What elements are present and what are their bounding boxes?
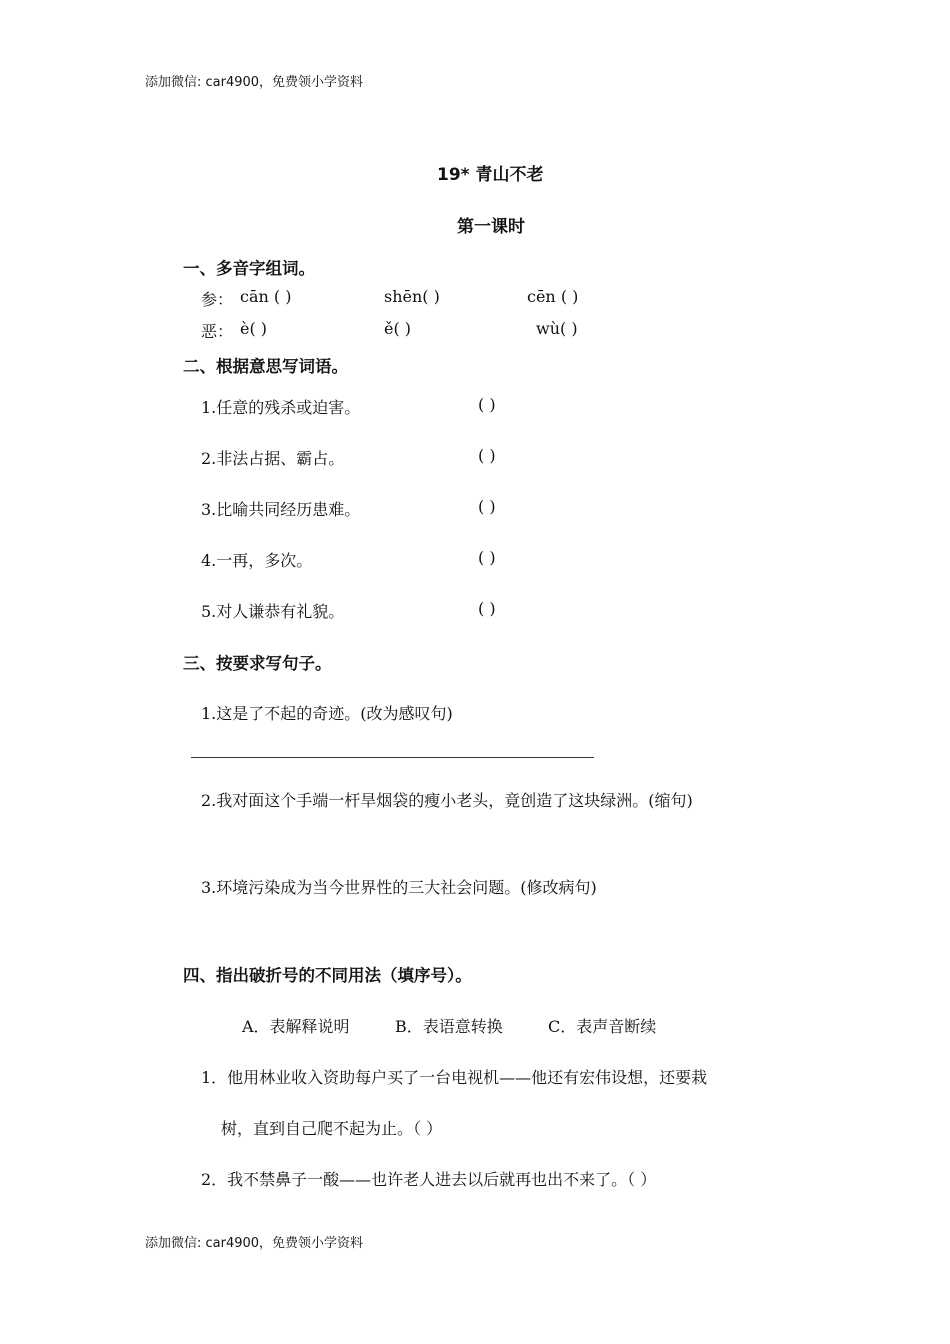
polyphone-item: è( )	[240, 319, 268, 338]
answer-paren: ( )	[478, 548, 496, 567]
section4-heading: 四、指出破折号的不同用法（填序号）。	[183, 966, 472, 985]
definition-item: 3.比喻共同经历患难。	[201, 500, 361, 519]
option-c: C．表声音断续	[548, 1017, 657, 1036]
section3-heading: 三、按要求写句子。	[183, 654, 332, 673]
page-title: 19* 青山不老	[437, 165, 544, 185]
definition-item: 5.对人谦恭有礼貌。	[201, 602, 345, 621]
definition-item: 1.任意的残杀或迫害。	[201, 398, 361, 417]
option-b: B．表语意转换	[395, 1017, 503, 1036]
sentence-task: 2.我对面这个手端一杆旱烟袋的瘦小老头，竟创造了这块绿洲。(缩句)	[201, 791, 693, 810]
definition-item: 4.一再，多次。	[201, 551, 313, 570]
polyphone-char-can: 参：	[201, 290, 234, 309]
polyphone-item: shēn( )	[384, 287, 440, 306]
question-1-line1: 1．他用林业收入资助每户买了一台电视机——他还有宏伟设想，还要栽	[201, 1068, 708, 1087]
page-subtitle: 第一课时	[457, 217, 525, 237]
section1-heading: 一、多音字组词。	[183, 259, 315, 278]
header-wechat-note: 添加微信: car4900，免费领小学资料	[145, 75, 364, 90]
option-a: A．表解释说明	[242, 1017, 350, 1036]
sentence-task: 1.这是了不起的奇迹。(改为感叹句)	[201, 704, 453, 723]
definition-item: 2.非法占据、霸占。	[201, 449, 345, 468]
polyphone-item: wù( )	[536, 319, 578, 338]
footer-wechat-note: 添加微信: car4900，免费领小学资料	[145, 1236, 364, 1251]
question-2: 2．我不禁鼻子一酸——也许老人进去以后就再也出不来了。（ ）	[201, 1170, 657, 1189]
section2-heading: 二、根据意思写词语。	[183, 357, 348, 376]
question-1-line2: 树，直到自己爬不起为止。（ ）	[221, 1119, 443, 1138]
polyphone-item: cān ( )	[240, 287, 292, 306]
answer-paren: ( )	[478, 446, 496, 465]
answer-paren: ( )	[478, 395, 496, 414]
answer-paren: ( )	[478, 599, 496, 618]
polyphone-char-e: 恶：	[201, 322, 234, 341]
polyphone-item: cēn ( )	[527, 287, 579, 306]
polyphone-item: ě( )	[384, 319, 412, 338]
answer-line	[191, 757, 594, 758]
answer-paren: ( )	[478, 497, 496, 516]
sentence-task: 3.环境污染成为当今世界性的三大社会问题。(修改病句)	[201, 878, 597, 897]
